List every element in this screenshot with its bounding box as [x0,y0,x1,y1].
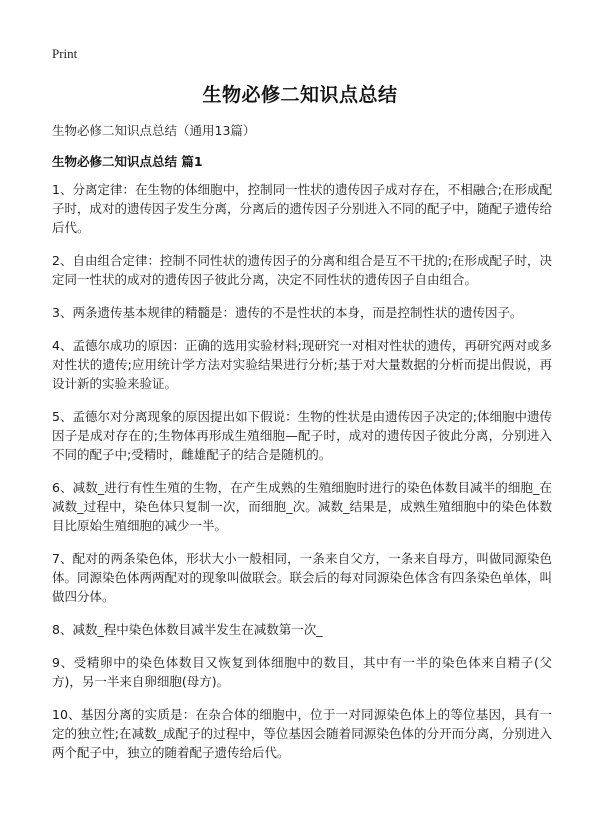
paragraph-8: 8、减数_程中染色体数目减半发生在减数第一次_ [52,622,323,637]
paragraph-2: 2、自由组合定律：控制不同性状的遗传因子的分离和组合是互不干扰的;在形成配子时，决定同一性状的成对的遗传因子彼此分离，决定不同性状的遗传因子自由组合。 [52,253,552,287]
paragraph-list [52,180,552,776]
paragraph-3: 3、两条遗传基本规律的精髓是：遗传的不是性状的本身，而是控制性状的遗传因子。 [52,305,523,320]
print-link[interactable]: Print [52,46,78,61]
section-heading: 生物必修二知识点总结 篇1 [52,154,203,169]
paragraph-10: 10、基因分离的实质是：在杂合体的细胞中，位于一对同源染色体上的等位基因，具有一定的独立性;在减数_成配子的过程中，等位基因会随着同源染色体的分开而分离，分别进入两个配子中，独立的随着配子遗传给后代。 [52,707,552,760]
paragraph-1: 1、分离定律：在生物的体细胞中，控制同一性状的遗传因子成对存在，不相融合;在形成配子时，成对的遗传因子发生分离，分离后的遗传因子分别进入不同的配子中，随配子遗传给后代。 [52,182,553,235]
document-subtitle: 生物必修二知识点总结（通用13篇） [52,123,256,138]
paragraph-4: 4、孟德尔成功的原因：正确的选用实验材料;现研究一对相对性状的遗传，再研究两对或多对性状的遗传;应用统计学方法对实验结果进行分析;基于对大量数据的分析而提出假说，再设计新的实验来验证。 [52,338,552,391]
paragraph-7: 7、配对的两条染色体，形状大小一般相同，一条来自父方，一条来自母方，叫做同源染色体。同源染色体两两配对的现象叫做联会。联会后的每对同源染色体含有四条染色单体，叫做四分体。 [52,551,553,604]
paragraph-9: 9、受精卵中的染色体数目又恢复到体细胞中的数目，其中有一半的染色体来自精子(父方)，另一半来自卵细胞(母方)。 [52,655,552,689]
paragraph-6: 6、减数_进行有性生殖的生物，在产生成熟的生殖细胞时进行的染色体数目减半的细胞_在减数_过程中，染色体只复制一次，而细胞_次。减数_结果是，成熟生殖细胞中的染色体数目比原始生殖细胞的减少一半。 [52,480,552,533]
page-title: 生物必修二知识点总结 [202,84,398,106]
paragraph-5: 5、孟德尔对分离现象的原因提出如下假说：生物的性状是由遗传因子决定的;体细胞中遗传因子是成对存在的;生物体再形成生殖细胞—配子时，成对的遗传因子彼此分离，分别进入不同的配子中;受精时，雌雄配子的结合是随机的。 [52,409,552,462]
